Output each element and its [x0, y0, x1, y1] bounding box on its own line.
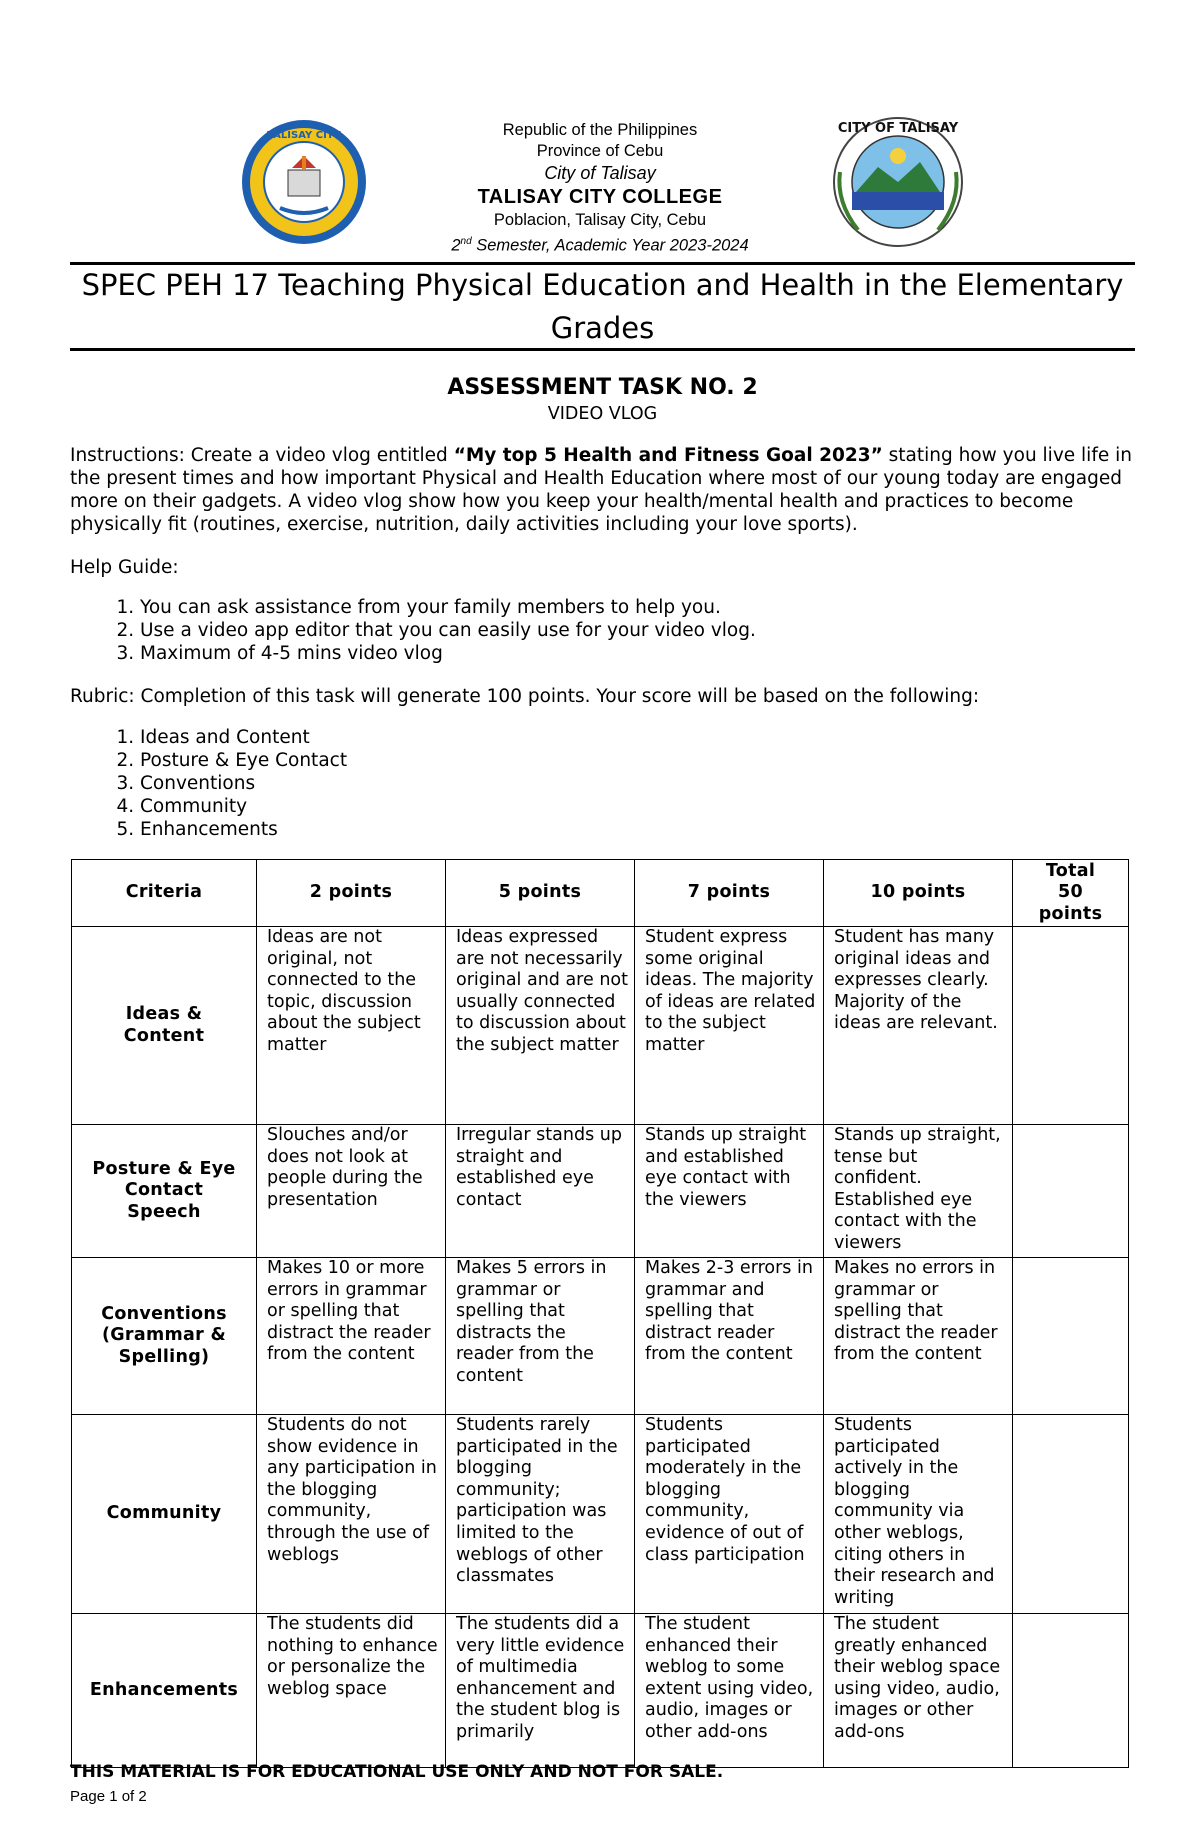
list-item: 4. Community [140, 795, 1140, 818]
cell: The students did a very little evidence of multimedia enhancement and the student blog is primarily [446, 1614, 635, 1768]
table-row [72, 1415, 1129, 1614]
cell: The student greatly enhanced their weblog space using video, audio, images or other add-ons [824, 1614, 1013, 1768]
header-5-points: 5 points [446, 860, 635, 927]
list-item: 3. Conventions [140, 772, 1140, 795]
table-row [72, 1614, 1129, 1768]
header-10-points: 10 points [824, 860, 1013, 927]
list-item: 5. Enhancements [140, 818, 1140, 841]
svg-text:TALISAY CITY: TALISAY CITY [267, 130, 341, 141]
header-total: Total 50 points [1013, 860, 1129, 927]
criteria-conventions: Conventions (Grammar & Spelling) [72, 1258, 257, 1415]
rubric-intro: Rubric: Completion of this task will generate 100 points. Your score will be based on the following: [70, 686, 980, 707]
help-guide-list [70, 596, 1140, 665]
cell: Students rarely participated in the blogging community; participation was limited to the weblogs of other classmates [446, 1415, 635, 1614]
cell: Stands up straight, tense but confident. Established eye contact with the viewers [824, 1125, 1013, 1258]
total-cell [1013, 1415, 1129, 1614]
course-title: SPEC PEH 17 Teaching Physical Education and Health in the Elementary Grades [81, 268, 1124, 345]
table-header-row [72, 860, 1129, 927]
header-2-points: 2 points [257, 860, 446, 927]
table-row [72, 927, 1129, 1125]
cell: Student has many original ideas and expresses clearly. Majority of the ideas are relevant. [824, 927, 1013, 1125]
cell: The student enhanced their weblog to some extent using video, audio, images or other add-ons [635, 1614, 824, 1768]
table-row [72, 1125, 1129, 1258]
svg-text:CITY OF TALISAY: CITY OF TALISAY [837, 121, 959, 136]
province-line: Province of Cebu [536, 142, 664, 160]
table-row [72, 1258, 1129, 1415]
list-item: 2. Use a video app editor that you can easily use for your video vlog. [140, 619, 1140, 642]
page-number: Page 1 of 2 [70, 1788, 147, 1805]
city-line: City of Talisay [544, 163, 656, 183]
help-guide-label: Help Guide: [70, 557, 179, 578]
college-seal-logo [240, 118, 368, 246]
city-seal-logo [828, 112, 968, 252]
cell: Irregular stands up straight and established eye contact [446, 1125, 635, 1258]
list-item: 3. Maximum of 4-5 mins video vlog [140, 642, 1140, 665]
list-item: 1. Ideas and Content [140, 726, 1140, 749]
total-cell [1013, 1125, 1129, 1258]
total-cell [1013, 1614, 1129, 1768]
criteria-community: Community [72, 1415, 257, 1614]
cell: Stands up straight and established eye contact with the viewers [635, 1125, 824, 1258]
criteria-posture: Posture & Eye Contact Speech [72, 1125, 257, 1258]
task-subtitle: VIDEO VLOG [547, 404, 658, 424]
task-title: ASSESSMENT TASK NO. 2 [447, 375, 758, 400]
cell: The students did nothing to enhance or personalize the weblog space [257, 1614, 446, 1768]
list-item: 1. You can ask assistance from your family members to help you. [140, 596, 1140, 619]
cell: Makes 10 or more errors in grammar or spelling that distract the reader from the content [257, 1258, 446, 1415]
cell: Slouches and/or does not look at people during the presentation [257, 1125, 446, 1258]
bottom-rule [70, 348, 1135, 351]
total-cell [1013, 927, 1129, 1125]
cell: Makes 2-3 errors in grammar and spelling that distract reader from the content [635, 1258, 824, 1415]
cell: Students participated moderately in the blogging community, evidence of out of class participation [635, 1415, 824, 1614]
cell: Makes no errors in grammar or spelling that distract the reader from the content [824, 1258, 1013, 1415]
republic-line: Republic of the Philippines [502, 121, 698, 139]
address-line: Poblacion, Talisay City, Cebu [493, 211, 707, 229]
rubric-table [71, 859, 1129, 1768]
college-name: TALISAY CITY COLLEGE [477, 186, 723, 208]
semester-line: 2nd Semester, Academic Year 2023-2024 [451, 236, 749, 255]
cell: Student express some original ideas. The majority of ideas are related to the subject matter [635, 927, 824, 1125]
criteria-ideas: Ideas & Content [72, 927, 257, 1125]
cell: Students do not show evidence in any participation in the blogging community, through the use of weblogs [257, 1415, 446, 1614]
footer-notice: THIS MATERIAL IS FOR EDUCATIONAL USE ONLY AND NOT FOR SALE. [70, 1762, 724, 1782]
header-criteria: Criteria [72, 860, 257, 927]
letterhead [400, 120, 800, 257]
cell: Ideas expressed are not necessarily original and are not usually connected to discussion about the subject matter [446, 927, 635, 1125]
cell: Students participated actively in the blogging community via other weblogs, citing others in their research and writing [824, 1415, 1013, 1614]
list-item: 2. Posture & Eye Contact [140, 749, 1140, 772]
header-7-points: 7 points [635, 860, 824, 927]
rubric-criteria-list [70, 726, 1140, 841]
instructions-paragraph: Instructions: Create a video vlog entitled “My top 5 Health and Fitness Goal 2023” stating how you live life in the present times and how important Physical and Health Education where most of our young today are engaged more on their gadgets. A video vlog show how you keep your health/mental health and practices to become physically fit (routines, exercise, nutrition, daily activities including your love sports). [70, 445, 1132, 535]
cell: Makes 5 errors in grammar or spelling that distracts the reader from the content [446, 1258, 635, 1415]
total-cell [1013, 1258, 1129, 1415]
criteria-enhancements: Enhancements [72, 1614, 257, 1768]
cell: Ideas are not original, not connected to the topic, discussion about the subject matter [257, 927, 446, 1125]
